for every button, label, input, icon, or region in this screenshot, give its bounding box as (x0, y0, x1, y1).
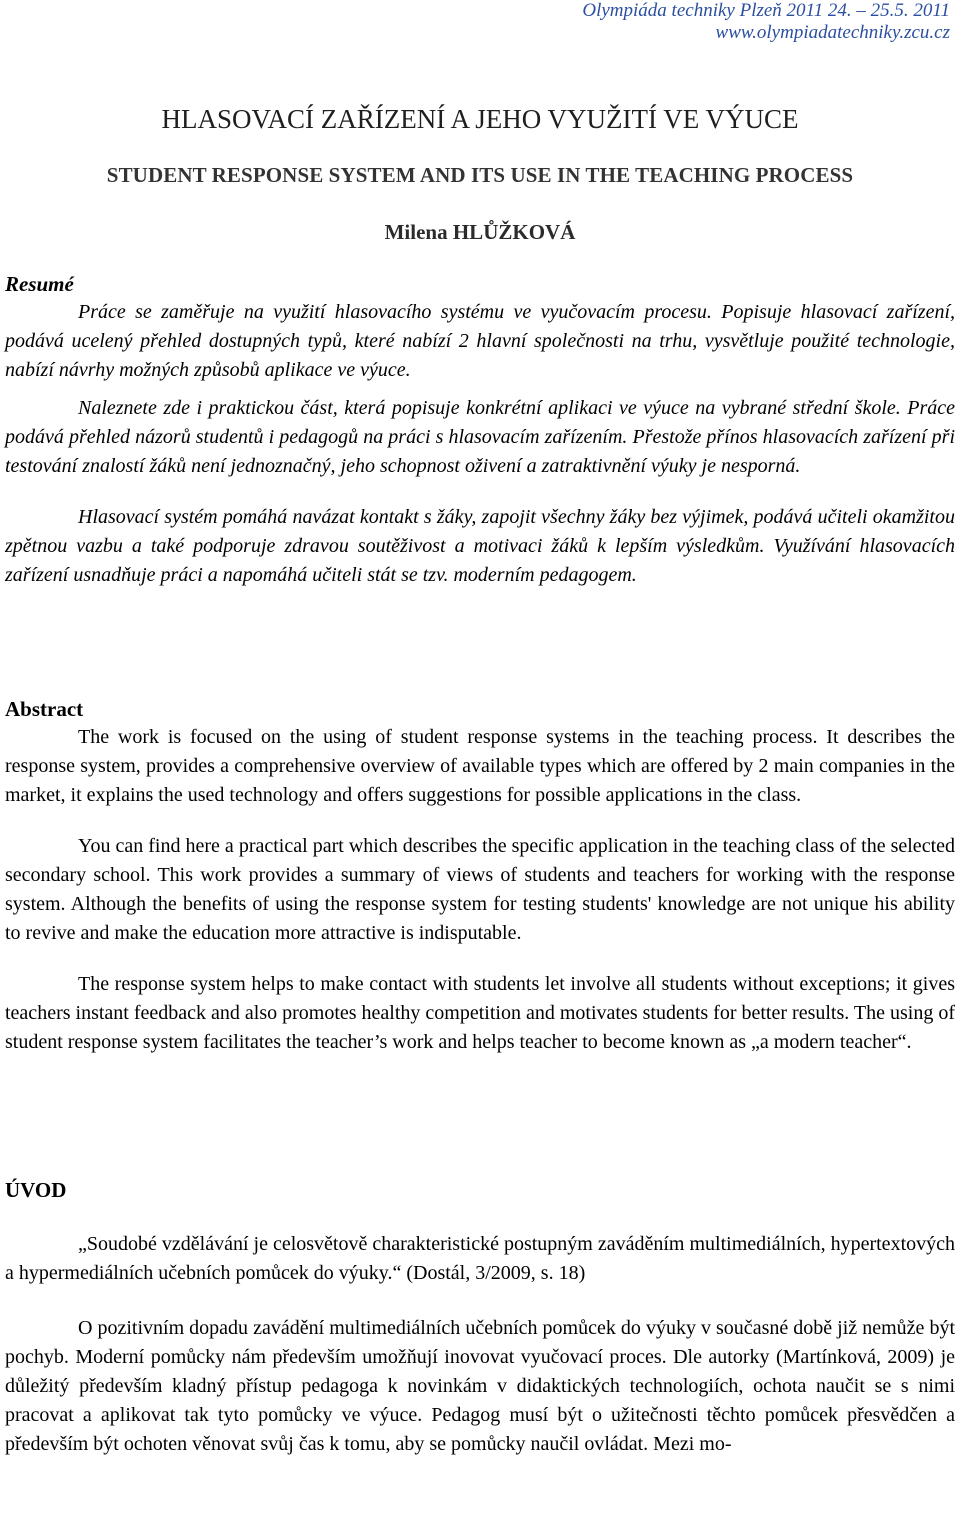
paper-subtitle: STUDENT RESPONSE SYSTEM AND ITS USE IN THE TEACHING PROCESS (106, 163, 854, 187)
header-event-line: Olympiáda techniky Plzeň 2011 24. – 25.5. 2011 (582, 0, 950, 21)
abstract-heading: Abstract (5, 697, 84, 721)
abstract-paragraph-1: The work is focused on the using of student response systems in the teaching process. It describes the response system, provides a comprehensive overview of available types which are offered by 2 main companies in the market, it explains the used technology and offers suggestions for possible applications in the class. (5, 726, 955, 806)
author-name: Milena HLŮŽKOVÁ (384, 220, 576, 244)
abstract-paragraph-2: You can find here a practical part which describes the specific application in the teaching class of the selected secondary school. This work provides a summary of views of students and teachers for working with the response system. Although the benefits of using the response system for testing students' knowledge are not unique his ability to revive and make the education more attractive is indisputable. (5, 835, 955, 944)
uvod-paragraph-2: O pozitivním dopadu zavádění multimediálních učebních pomůcek do výuky v současné době již nemůže být pochyb. Moderní pomůcky nám především umožňují inovovat vyučovací proces. Dle autorky (Martínková, 2009) je důležitý především kladný přístup pedagoga k novinkám v didaktických technologiích, ochota naučit se s nimi pracovat a aplikovat tak tyto pomůcky ve výuce. Pedagog musí být o užitečnosti těchto pomůcek přesvědčen a především být ochoten věnovat svůj čas k tomu, aby se pomůcky naučil ovládat. Mezi mo- (5, 1317, 955, 1455)
header-url: www.olympiadatechniky.zcu.cz (715, 22, 950, 43)
resume-paragraph-3: Hlasovací systém pomáhá navázat kontakt s žáky, zapojit všechny žáky bez výjimek, podává učiteli okamžitou zpětnou vazbu a také podporuje zdravou soutěživost a motivaci žáků k lepším výsledkům. Využívání hlasovacích zařízení usnadňuje práci a napomáhá učiteli stát se tzv. moderním pedagogem. (5, 506, 955, 586)
abstract-paragraph-3: The response system helps to make contact with students let involve all students without exceptions; it gives teachers instant feedback and also promotes healthy competition and motivates students for better results. The using of student response system facilitates the teacher’s work and helps teacher to become known as „a modern teacher“. (5, 973, 955, 1053)
uvod-heading: ÚVOD (5, 1178, 67, 1202)
resume-section (5, 298, 955, 590)
abstract-section (5, 723, 955, 1057)
resume-paragraph-1: Práce se zaměřuje na využití hlasovacího systému ve vyučovacím procesu. Popisuje hlasovací zařízení, podává ucelený přehled dostupných typů, které nabízí 2 hlavní společnosti na trhu, vysvětluje použité technologie, nabízí návrhy možných způsobů aplikace ve výuce. (5, 301, 955, 381)
paper-title: HLASOVACÍ ZAŘÍZENÍ A JEHO VYUŽITÍ VE VÝUCE (161, 104, 799, 134)
uvod-section (5, 1230, 955, 1459)
running-header (582, 0, 950, 44)
uvod-quote-paragraph: „Soudobé vzdělávání je celosvětově charakteristické postupným zaváděním multimediálních, hypertextových a hypermediálních učebních pomůcek do výuky.“ (Dostál, 3/2009, s. 18) (5, 1233, 955, 1284)
resume-paragraph-2: Naleznete zde i praktickou část, která popisuje konkrétní aplikaci ve výuce na vybrané střední škole. Práce podává přehled názorů studentů i pedagogů na práci s hlasovacím zařízením. Přestože přínos hlasovacích zařízení při testování znalostí žáků není jednoznačný, jeho schopnost oživení a zatraktivnění výuky je nesporná. (5, 397, 955, 477)
resume-heading: Resumé (5, 272, 74, 296)
